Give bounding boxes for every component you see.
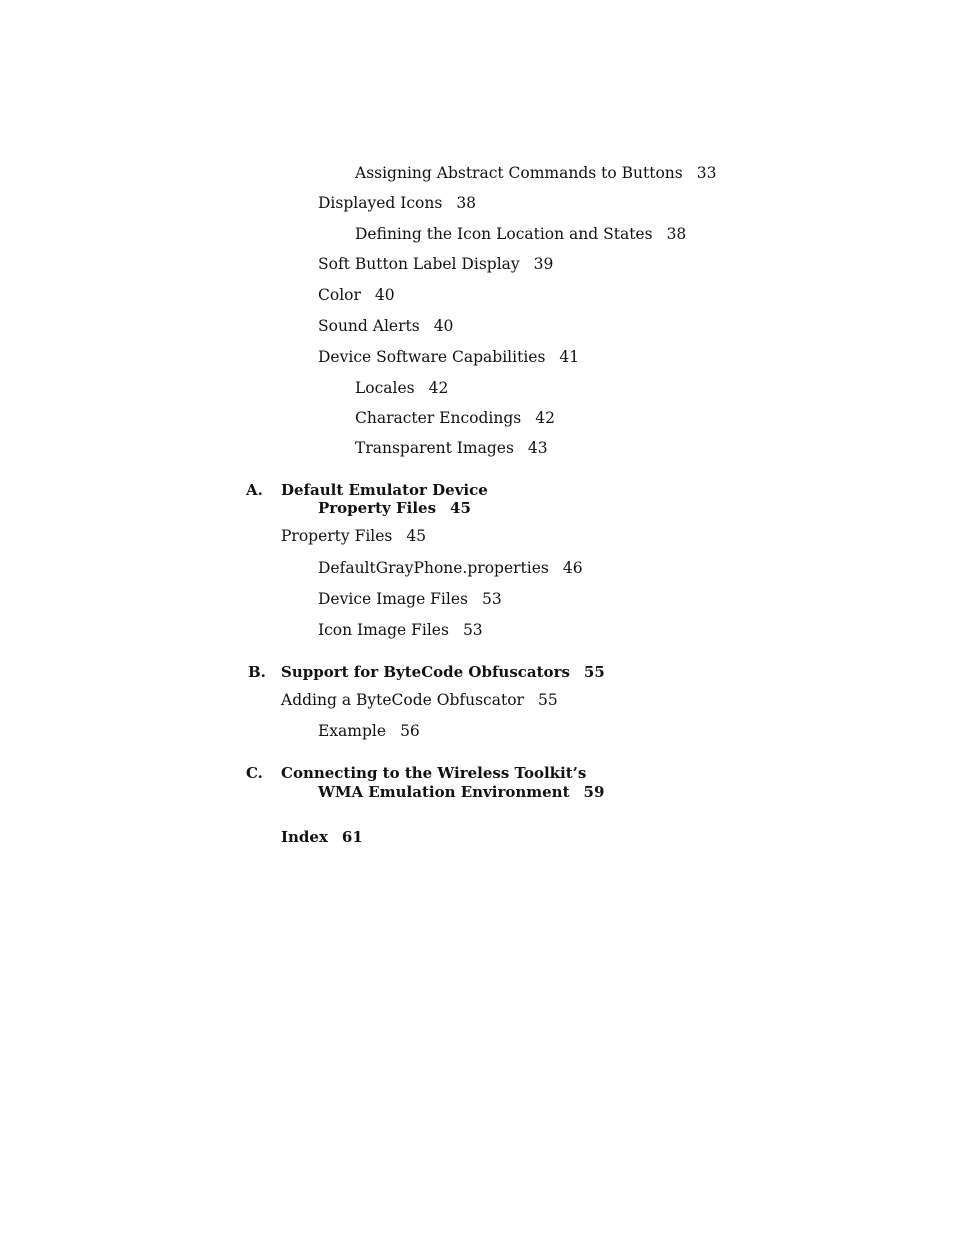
toc-entry-page: 55 (537, 691, 558, 709)
toc-entry-device-software[interactable] (318, 348, 579, 366)
index-title: Index (281, 828, 328, 846)
toc-entry-title: Character Encodings (355, 409, 522, 427)
toc-entry-device-image-files[interactable] (318, 590, 502, 608)
toc-entry-icon-image-files[interactable] (318, 621, 483, 639)
appendix-c-title: WMA Emulation Environment (318, 783, 570, 801)
toc-entry-page: 40 (374, 286, 395, 304)
index-entry[interactable] (281, 828, 363, 846)
appendix-b-page: 55 (583, 663, 605, 681)
toc-entry-page: 46 (562, 559, 583, 577)
toc-entry-title: Example (318, 722, 387, 740)
toc-entry-example[interactable] (318, 722, 420, 740)
toc-entry-page: 42 (428, 379, 449, 397)
toc-entry-title: Sound Alerts (318, 317, 420, 335)
appendix-a-title: Property Files (318, 499, 437, 517)
toc-entry-title: Property Files (281, 527, 393, 545)
appendix-b-title: Support for ByteCode Obfuscators (281, 663, 570, 681)
appendix-a-title-line2[interactable] (318, 499, 471, 517)
appendix-a-title-line1[interactable]: Default Emulator Device (281, 481, 488, 499)
toc-entry-title: Color (318, 286, 361, 304)
toc-entry-page: 43 (527, 439, 548, 457)
toc-entry-page: 45 (406, 527, 427, 545)
toc-entry-page: 53 (462, 621, 483, 639)
toc-entry-title: Adding a ByteCode Obfuscator (281, 691, 524, 709)
index-page: 61 (341, 828, 363, 846)
toc-entry-title: DefaultGrayPhone.properties (318, 559, 549, 577)
toc-entry-defaultgrayphone[interactable] (318, 559, 583, 577)
toc-entry-displayed-icons[interactable] (318, 194, 476, 212)
appendix-c-page: 59 (583, 783, 605, 801)
appendix-a-page: 45 (450, 499, 471, 517)
toc-entry-title: Icon Image Files (318, 621, 449, 639)
toc-entry-title: Assigning Abstract Commands to Buttons (355, 164, 683, 182)
toc-entry-page: 53 (481, 590, 502, 608)
toc-entry-assigning-abstract-commands[interactable] (355, 164, 716, 182)
toc-entry-page: 42 (535, 409, 555, 427)
toc-entry-title: Defining the Icon Location and States (355, 225, 653, 243)
toc-entry-title: Locales (355, 379, 415, 397)
toc-entry-title: Soft Button Label Display (318, 255, 520, 273)
appendix-c-title-line1[interactable]: Connecting to the Wireless Toolkit’s (281, 764, 587, 782)
toc-entry-title: Device Image Files (318, 590, 468, 608)
toc-entry-page: 56 (400, 722, 420, 740)
toc-entry-page: 38 (456, 194, 477, 212)
toc-entry-color[interactable] (318, 286, 395, 304)
toc-entry-page: 38 (666, 225, 687, 243)
toc-entry-page: 33 (696, 164, 717, 182)
appendix-a-letter: A. (246, 481, 263, 499)
toc-entry-locales[interactable] (355, 379, 448, 397)
toc-entry-adding-obfuscator[interactable] (281, 691, 558, 709)
toc-entry-title: Device Software Capabilities (318, 348, 546, 366)
appendix-c-title-line2[interactable] (318, 783, 604, 801)
appendix-b-title-line[interactable] (281, 663, 605, 681)
toc-entry-title: Displayed Icons (318, 194, 443, 212)
toc-entry-page: 39 (533, 255, 554, 273)
toc-entry-property-files[interactable] (281, 527, 426, 545)
toc-entry-page: 41 (559, 348, 580, 366)
toc-entry-soft-button-label[interactable] (318, 255, 553, 273)
toc-entry-icon-location[interactable] (355, 225, 686, 243)
appendix-b-letter: B. (248, 663, 266, 681)
toc-entry-transparent-images[interactable] (355, 439, 548, 457)
toc-entry-page: 40 (433, 317, 454, 335)
toc-entry-title: Transparent Images (355, 439, 514, 457)
appendix-c-letter: C. (246, 764, 263, 782)
toc-entry-sound-alerts[interactable] (318, 317, 453, 335)
toc-entry-character-encodings[interactable] (355, 409, 555, 427)
